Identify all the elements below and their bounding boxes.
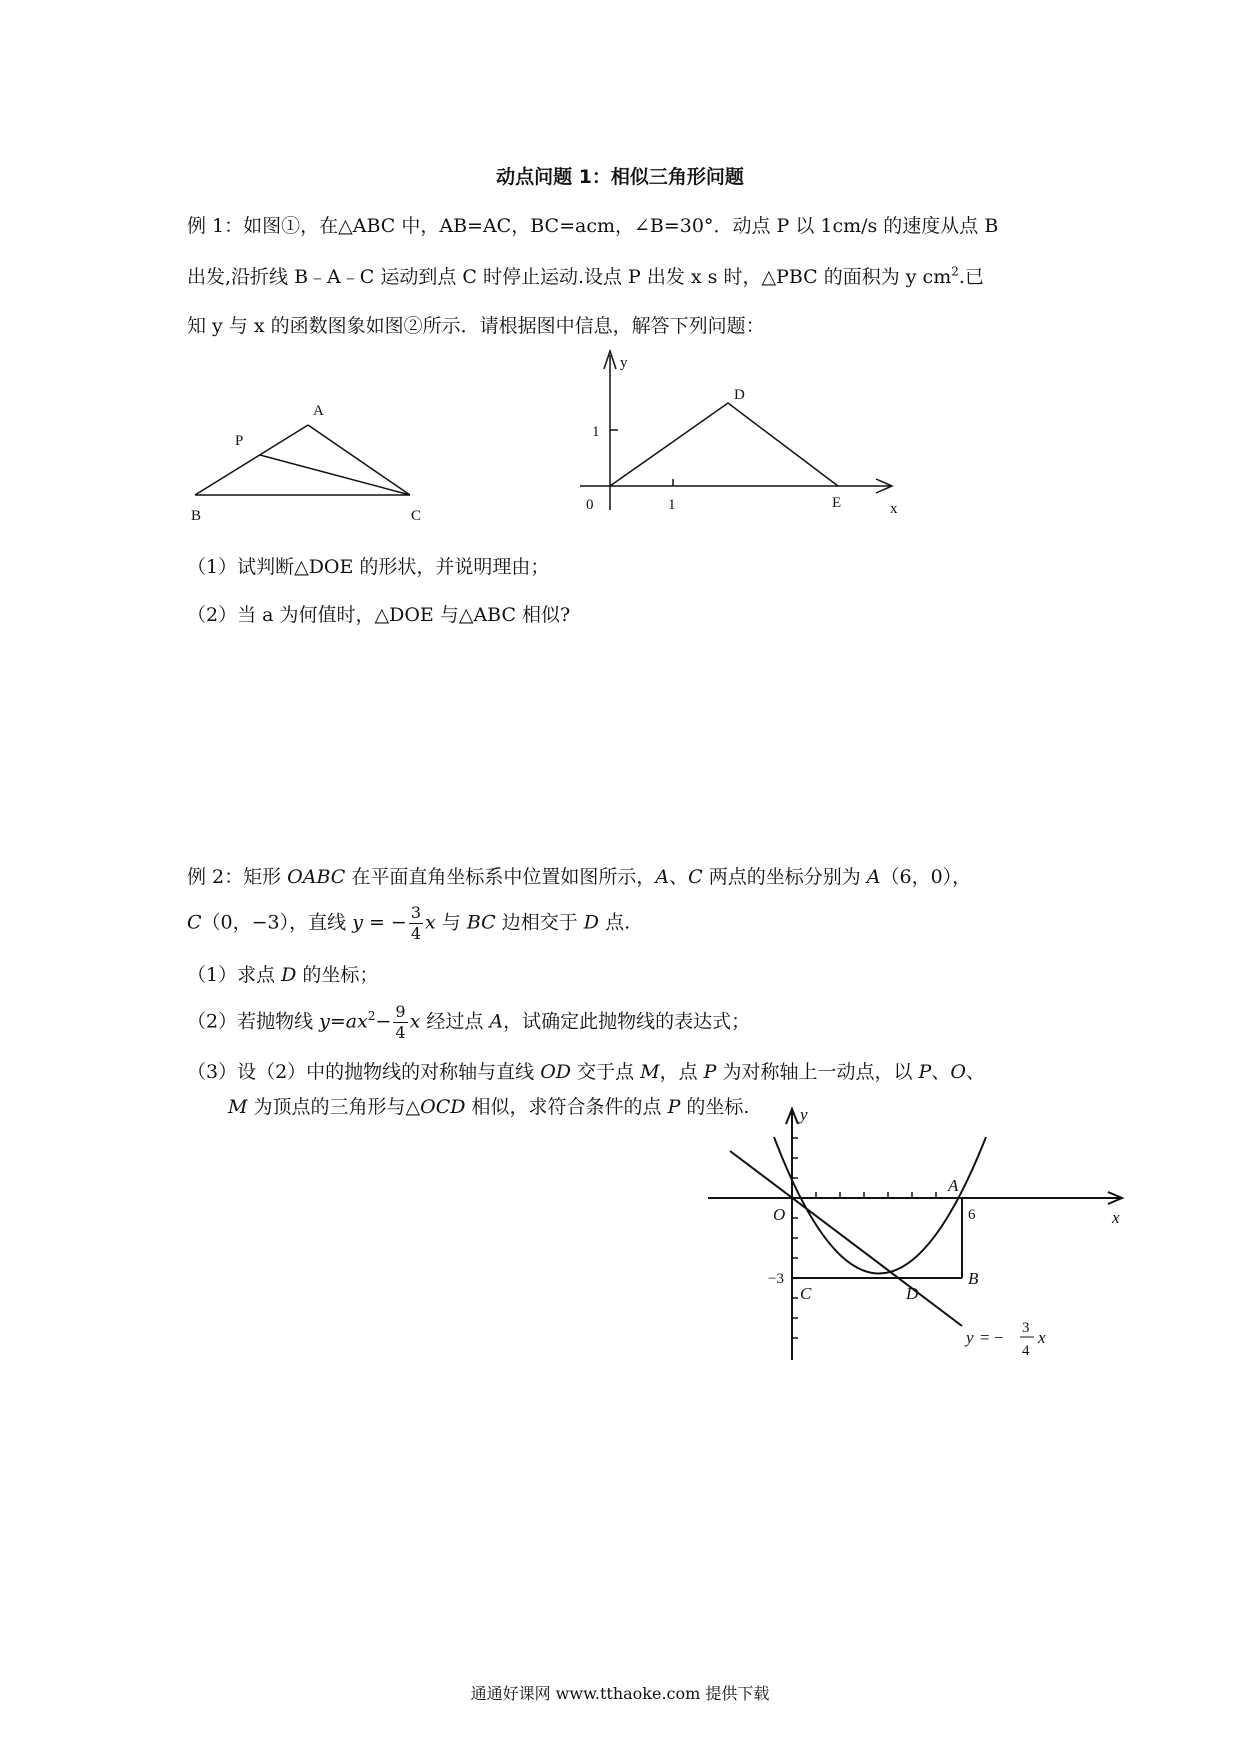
line-od <box>730 1151 962 1326</box>
graph-polyline-ode <box>610 403 838 486</box>
ex2-q3-l2-c: 的坐标. <box>680 1096 750 1118</box>
x-six-label: 6 <box>968 1207 976 1223</box>
ex1-line-1: 例 1：如图①，在△ABC 中，AB=AC，BC=acm，∠B=30°．动点 P 以 1cm/s 的速度从点 B <box>187 215 999 237</box>
ex1-triangle-figure <box>185 395 445 530</box>
ex2-coordinate-figure <box>700 1105 1160 1385</box>
y-tick-label: 1 <box>592 424 600 440</box>
ex1-line-2-sup: 2 <box>951 264 959 279</box>
ex2-l2-num: 3 <box>410 903 422 922</box>
ex2-q2-a: （2）若抛物线 <box>187 1010 320 1033</box>
ex2-l2-D: D <box>583 911 600 934</box>
ex2-q3-e: 、 <box>931 1061 951 1083</box>
ex2-q2-sup: 2 <box>367 1009 376 1024</box>
ex2-question-1 <box>187 960 378 987</box>
ex2-line-1 <box>187 862 971 889</box>
ex2-l1-e: （6，0）， <box>880 866 972 888</box>
x-tick-label: 1 <box>668 497 676 513</box>
ex2-q3-c: ，点 <box>659 1061 704 1083</box>
x-axis-label: x <box>1112 1208 1120 1227</box>
x-axis-label: x <box>890 501 898 517</box>
ex2-q3-P3: P <box>667 1096 681 1118</box>
ex2-q2-y: y <box>319 1010 330 1033</box>
segment-pc <box>260 455 410 495</box>
ex2-question-3-line-1 <box>187 1057 985 1084</box>
label-p: P <box>235 433 244 449</box>
line-eq-y: y <box>966 1328 974 1347</box>
point-d-label: D <box>906 1284 919 1303</box>
ex2-q3-O: O <box>950 1061 966 1083</box>
y-axis-label: y <box>800 1105 808 1124</box>
line-eq-num: 3 <box>1022 1320 1030 1336</box>
ex2-question-3-line-2 <box>228 1092 749 1119</box>
ex2-l1-b: 在平面直角坐标系中位置如图所示， <box>345 866 656 888</box>
ex2-q3-l2: 为顶点的三角形与△ <box>247 1096 421 1118</box>
ex2-q2-b: 经过点 <box>420 1010 490 1033</box>
ex2-q3-d: 为对称轴上一动点，以 <box>716 1061 919 1083</box>
ex2-q2-eq: = <box>329 1010 346 1033</box>
ex2-q2-ax: ax <box>345 1010 368 1033</box>
ex1-line-2-text: 出发,沿折线 B﹣A﹣C 运动到点 C 时停止运动.设点 P 出发 x s 时，△PBC 的面积为 y cm <box>187 266 952 288</box>
ex2-l1-d: 两点的坐标分别为 <box>702 866 867 888</box>
ex2-q2-minus: − <box>375 1010 392 1033</box>
ex2-q3-P: P <box>703 1061 717 1083</box>
ex1-function-graph <box>570 345 910 520</box>
ex2-l1-oabc: OABC <box>287 866 346 888</box>
point-c-label: C <box>800 1284 812 1303</box>
ex1-question-2: （2）当 a 为何值时，△DOE 与△ABC 相似? <box>187 604 571 626</box>
ex2-q3-a: （3）设（2）中的抛物线的对称轴与直线 <box>187 1061 541 1083</box>
footer: 通通好课网 www.tthaoke.com 提供下载 <box>470 1684 770 1703</box>
label-a: A <box>313 403 324 419</box>
ex2-q1-a: （1）求点 <box>187 964 282 986</box>
ex2-l2-den: 4 <box>410 924 422 943</box>
ex2-q3-M: M <box>640 1061 660 1083</box>
ex2-q2-den: 4 <box>395 1023 406 1042</box>
line-eq-equals: = − <box>980 1328 1004 1347</box>
ex2-q2-fraction <box>393 1002 407 1043</box>
line-eq-x: x <box>1038 1328 1046 1347</box>
ex2-q2-A: A <box>489 1010 504 1033</box>
ex2-l1-A: A <box>655 866 670 888</box>
ex2-l2-fraction <box>409 903 423 944</box>
ex2-q3-P2: P <box>918 1061 932 1083</box>
origin-label: O <box>773 1205 786 1224</box>
ex2-l2-d: 点. <box>599 911 631 934</box>
ex2-l1-C: C <box>688 866 703 888</box>
page-title: 动点问题 1：相似三角形问题 <box>496 166 744 188</box>
ex1-line-3: 知 y 与 x 的函数图象如图②所示．请根据图中信息，解答下列问题： <box>187 315 765 337</box>
ex2-q3-f: 、 <box>965 1061 985 1083</box>
ex2-l2-eq: = − <box>362 911 407 934</box>
ex2-question-2 <box>187 1002 750 1043</box>
segment-ba <box>195 425 308 495</box>
ex2-q2-x: x <box>409 1010 421 1033</box>
ex2-q1-b: 的坐标； <box>296 964 379 986</box>
point-a-label: A <box>948 1176 959 1195</box>
label-c: C <box>411 508 422 524</box>
ex2-l1-a: 例 2：矩形 <box>187 866 288 888</box>
ex2-l2-x: x <box>425 911 436 934</box>
parabola <box>774 1137 986 1274</box>
ex2-q3-OCD: OCD <box>420 1096 466 1118</box>
ex1-line-2-end: .已 <box>958 266 984 288</box>
ex1-question-1: （1）试判断△DOE 的形状，并说明理由； <box>187 556 550 578</box>
ex2-l2-BC: BC <box>466 911 496 934</box>
ex2-l2-c: 边相交于 <box>495 911 584 934</box>
y-neg3-label: −3 <box>768 1271 784 1287</box>
ex2-l2-b: 与 <box>435 911 467 934</box>
ex2-l1-A2: A <box>866 866 881 888</box>
point-b-label: B <box>968 1269 979 1288</box>
ex2-q3-b: 交于点 <box>571 1061 641 1083</box>
ex2-q3-OD: OD <box>540 1061 572 1083</box>
line-eq-den: 4 <box>1022 1343 1030 1359</box>
ex2-l2-y: y <box>352 911 363 934</box>
ex2-q3-M2: M <box>228 1096 248 1118</box>
ex2-l2-C: C <box>187 911 202 934</box>
segment-ac <box>308 425 410 495</box>
point-e-label: E <box>832 495 842 511</box>
ex2-line-2 <box>187 903 630 944</box>
ex2-l2-a: （0，−3），直线 <box>201 911 353 934</box>
ex2-q3-l2-b: 相似，求符合条件的点 <box>465 1096 668 1118</box>
label-b: B <box>191 508 202 524</box>
ex2-q2-c: ，试确定此抛物线的表达式； <box>503 1010 751 1033</box>
ex1-line-2 <box>187 262 984 289</box>
ex2-q2-num: 9 <box>395 1002 406 1021</box>
point-d-label: D <box>734 387 745 403</box>
ex2-l1-c: 、 <box>669 866 689 888</box>
ex2-q1-D: D <box>281 964 297 986</box>
y-axis-label: y <box>620 355 628 371</box>
origin-label: 0 <box>586 497 594 513</box>
